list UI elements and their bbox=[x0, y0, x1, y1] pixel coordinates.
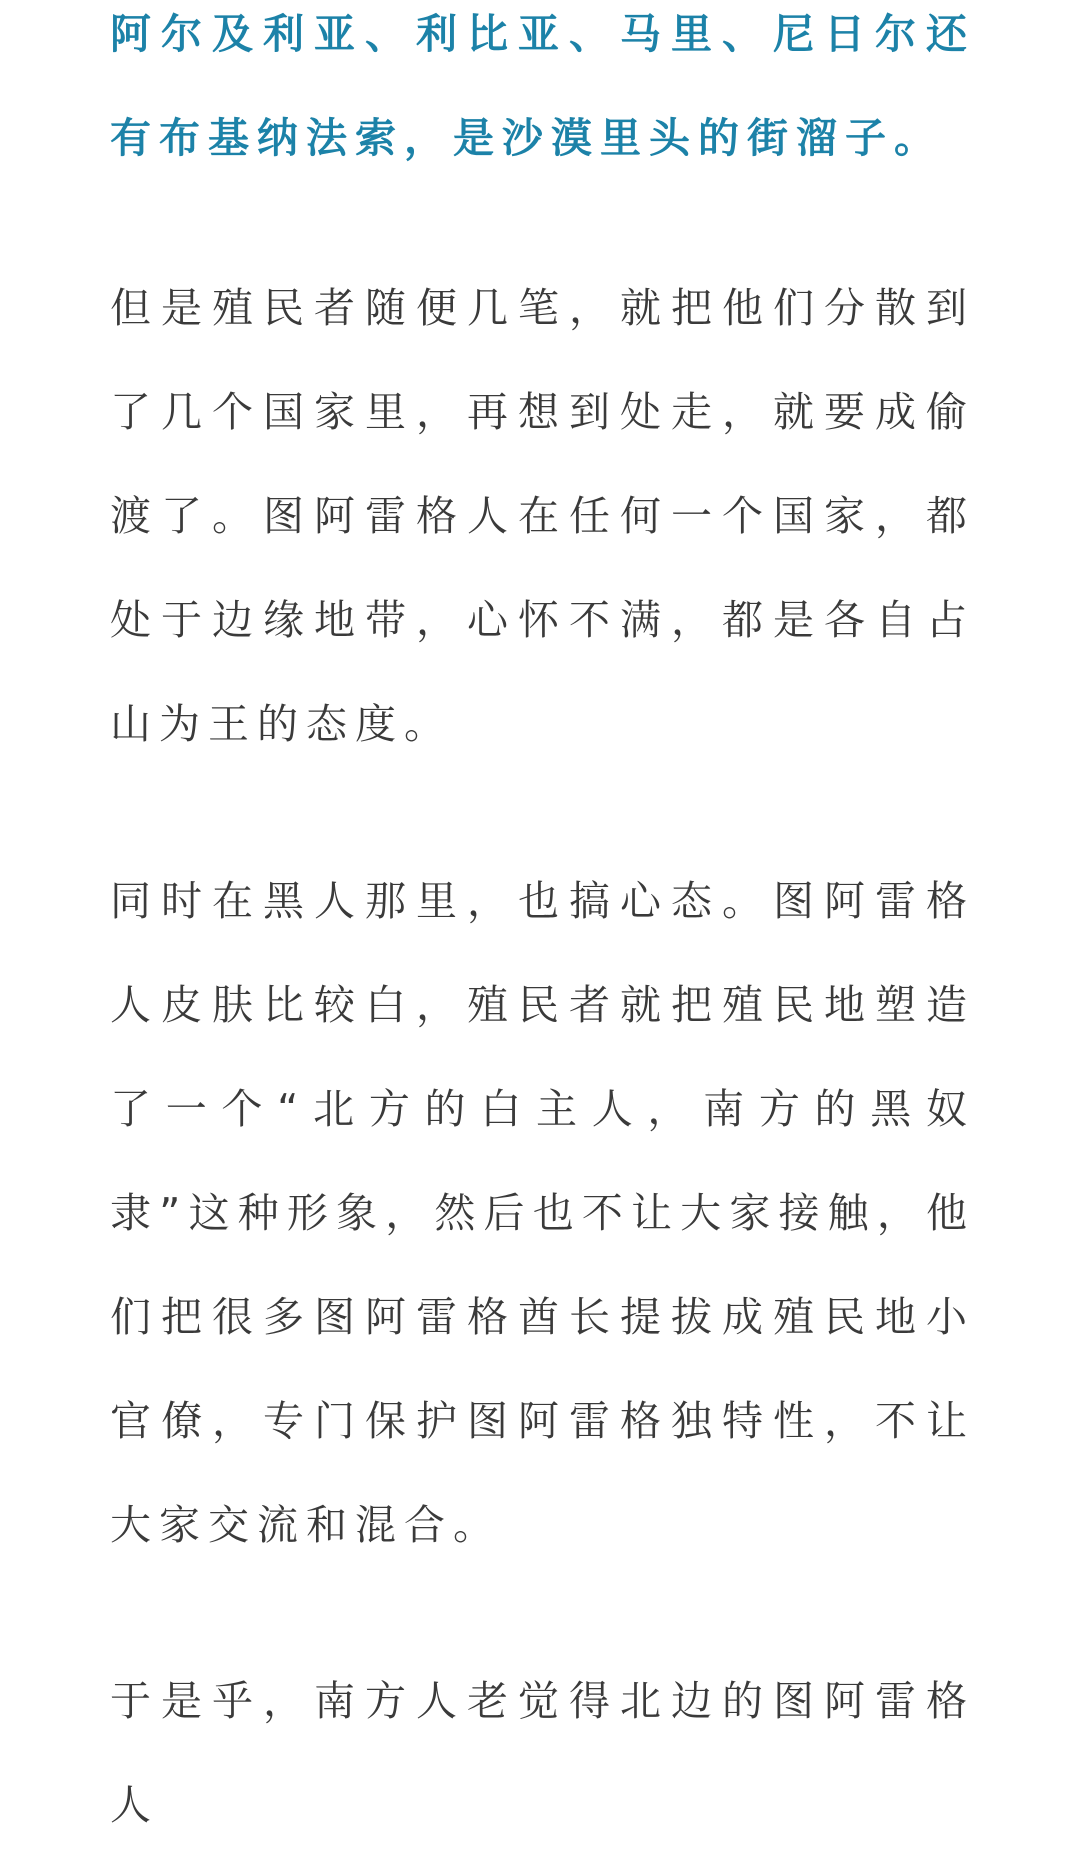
highlight-paragraph: 阿尔及利亚、利比亚、马里、尼日尔还有布基纳法索，是沙漠里头的街溜子。 bbox=[110, 10, 975, 162]
paragraph-3: 于是乎，南方人老觉得北边的图阿雷格人 bbox=[110, 1677, 975, 1829]
paragraph-2: 同时在黑人那里，也搞心态。图阿雷格人皮肤比较白，殖民者就把殖民地塑造了一个“北方的白主人，南方的黑奴隶”这种形象，然后也不让大家接触，他们把很多图阿雷格酋长提拔成殖民地小官僚，专门保护图阿雷格独特性，不让大家交流和混合。 bbox=[110, 877, 975, 1549]
paragraph-1: 但是殖民者随便几笔，就把他们分散到了几个国家里，再想到处走，就要成偷渡了。图阿雷格人在任何一个国家，都处于边缘地带，心怀不满，都是各自占山为王的态度。 bbox=[110, 284, 975, 748]
